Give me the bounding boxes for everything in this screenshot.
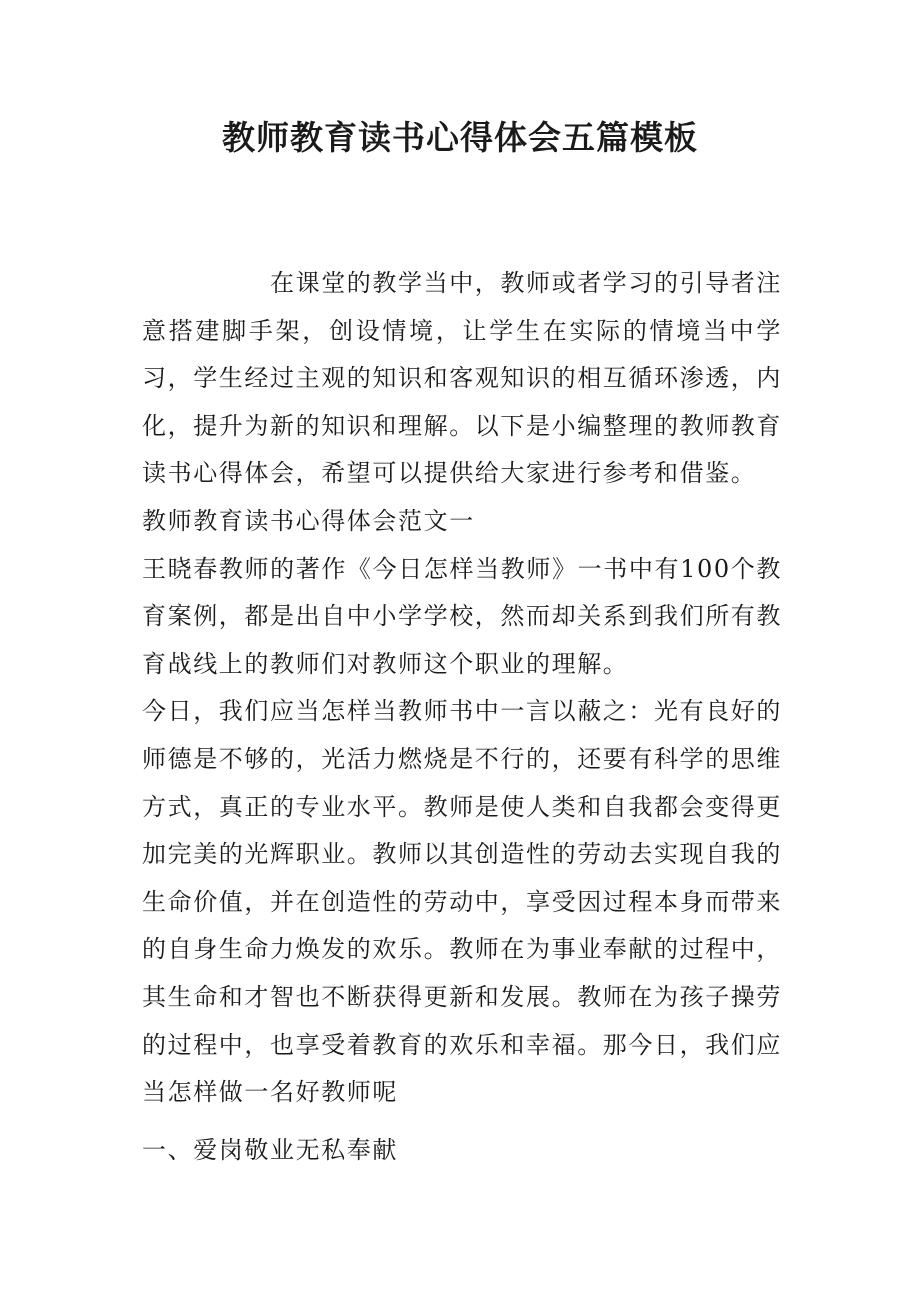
- section-heading: 教师教育读书心得体会范文一: [142, 506, 475, 535]
- body-paragraph-1: 王晓春教师的著作《今日怎样当教师》一书中有100个教育案例，都是出自中小学学校，然而却关系到我们所有教育战线上的教师们对教师这个职业的理解。: [142, 554, 782, 678]
- document-body: [142, 260, 782, 1174]
- document-title: 教师教育读书心得体会五篇模板: [222, 118, 698, 157]
- intro-paragraph: 在课堂的教学当中，教师或者学习的引导者注意搭建脚手架，创设情境，让学生在实际的情境当中学习，学生经过主观的知识和客观知识的相互循环渗透，内化，提升为新的知识和理解。以下是小编整理的教师教育读书心得体会，希望可以提供给大家进行参考和借鉴。: [142, 269, 782, 488]
- sub-heading: 一、爱岗敬业无私奉献: [142, 1135, 398, 1164]
- body-paragraph-2: 今日，我们应当怎样当教师书中一言以蔽之：光有良好的师德是不够的，光活力燃烧是不行的，还要有科学的思维方式，真正的专业水平。教师是使人类和自我都会变得更加完美的光辉职业。教师以其创造性的劳动去实现自我的生命价值，并在创造性的劳动中，享受因过程本身而带来的自身生命力焕发的欢乐。教师在为事业奉献的过程中，其生命和才智也不断获得更新和发展。教师在为孩子操劳的过程中，也享受着教育的欢乐和幸福。那今日，我们应当怎样做一名好教师呢: [142, 697, 782, 1107]
